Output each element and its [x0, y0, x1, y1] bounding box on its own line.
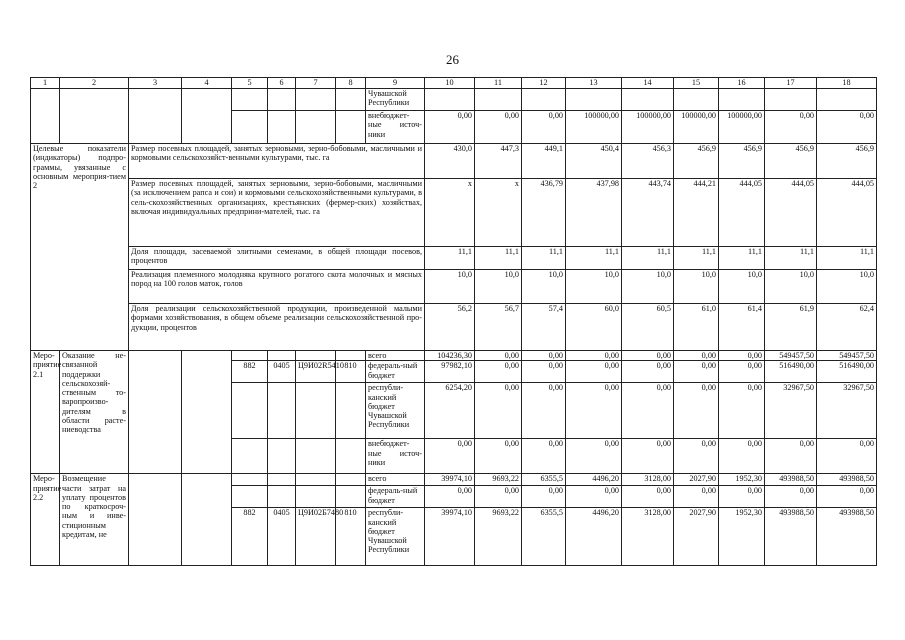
value-cell: 450,4 — [566, 144, 622, 179]
value-cell: 10,0 — [817, 270, 877, 304]
value-cell: 0,00 — [817, 111, 877, 144]
value-cell: 516490,00 — [817, 361, 877, 383]
value-cell: х — [425, 179, 475, 247]
value-cell: 0,00 — [522, 439, 566, 474]
value-cell: 62,4 — [817, 304, 877, 351]
value-cell: 0,00 — [622, 439, 674, 474]
indicator-text: Размер посевных площадей, занятых зерновыми, зерно-бобовыми, масличными и кормовыми сельскохозяйст-венными культурами, тыс. га — [129, 144, 425, 179]
header-cell: 3 — [129, 78, 182, 89]
indicator-text: Размер посевных площадей, занятых зерновыми, зерно-бобовыми, масличными (за исключением рапса и сои) и кормовыми сельскохозяйственными культурами, в сель-скохозяйственных организациях, крестьянских (фермер-ских) хозяйствах, включая индивидуальных предприни-мателей, тыс. га — [129, 179, 425, 247]
empty-cell — [268, 351, 296, 361]
value-cell: 0,00 — [475, 486, 522, 508]
value-cell: 100000,00 — [566, 111, 622, 144]
value-cell: 11,1 — [674, 247, 719, 270]
value-cell: 11,1 — [566, 247, 622, 270]
measure-row — [31, 474, 877, 486]
empty-cell — [622, 89, 674, 111]
value-cell: 0,00 — [522, 383, 566, 439]
value-cell: 32967,50 — [817, 383, 877, 439]
header-cell: 14 — [622, 78, 674, 89]
indicator-row — [31, 247, 877, 270]
value-cell: 1952,30 — [719, 508, 765, 566]
empty-cell — [674, 89, 719, 111]
header-cell: 17 — [765, 78, 817, 89]
indicator-row — [31, 270, 877, 304]
value-cell: 4496,20 — [566, 508, 622, 566]
empty-cell — [232, 474, 268, 486]
value-cell: 0,00 — [622, 361, 674, 383]
header-cell: 2 — [60, 78, 129, 89]
measure-label: Меро-приятие 2.2 — [31, 474, 60, 566]
empty-cell — [296, 89, 336, 111]
value-cell: 39974,10 — [425, 474, 475, 486]
header-cell: 16 — [719, 78, 765, 89]
value-cell: 0,00 — [522, 351, 566, 361]
measure-name: Возмещение части затрат на уплату процентов по краткосроч-ным и инве-стиционным кредитам, не — [60, 474, 129, 566]
value-cell: 11,1 — [522, 247, 566, 270]
value-cell: 0,00 — [425, 111, 475, 144]
empty-cell — [268, 383, 296, 439]
value-cell: 10,0 — [522, 270, 566, 304]
empty-cell — [296, 383, 336, 439]
value-cell: 10,0 — [622, 270, 674, 304]
value-cell: 444,05 — [817, 179, 877, 247]
indicator-row — [31, 179, 877, 247]
header-cell: 1 — [31, 78, 60, 89]
value-cell: 0,00 — [719, 486, 765, 508]
empty-cell — [296, 439, 336, 474]
empty-cell — [31, 89, 60, 144]
value-cell: 493988,50 — [817, 508, 877, 566]
header-cell: 12 — [522, 78, 566, 89]
indicator-text: Реализация племенного молодняка крупного рогатого скота молочных и мясных пород на 100 голов маток, голов — [129, 270, 425, 304]
header-cell: 11 — [475, 78, 522, 89]
value-cell: 6355,5 — [522, 474, 566, 486]
empty-cell — [336, 351, 366, 361]
page-number: 26 — [446, 52, 459, 67]
value-cell: 447,3 — [475, 144, 522, 179]
value-cell: 2027,90 — [674, 474, 719, 486]
indicator-row — [31, 304, 877, 351]
empty-cell — [268, 111, 296, 144]
empty-cell — [336, 474, 366, 486]
value-cell: 10,0 — [719, 270, 765, 304]
header-row — [31, 78, 877, 89]
header-cell: 8 — [336, 78, 366, 89]
value-cell: 10,0 — [566, 270, 622, 304]
value-cell: 493988,50 — [765, 474, 817, 486]
value-cell: 549457,50 — [765, 351, 817, 361]
value-cell: 0,00 — [425, 439, 475, 474]
value-cell: 437,98 — [566, 179, 622, 247]
value-cell: 0,00 — [522, 361, 566, 383]
value-cell: 4496,20 — [566, 474, 622, 486]
value-cell: 0,00 — [475, 351, 522, 361]
code-csr: Ц9И02R5410 — [296, 361, 336, 383]
value-cell: 0,00 — [475, 383, 522, 439]
indicator-text: Доля площади, засеваемой элитными семенами, в общей площади посевов, процентов — [129, 247, 425, 270]
empty-cell — [336, 111, 366, 144]
empty-cell — [296, 474, 336, 486]
source-cell: внебюджет-ные источ-ники — [366, 111, 425, 144]
value-cell: 0,00 — [719, 351, 765, 361]
value-cell: 104236,30 — [425, 351, 475, 361]
header-cell: 15 — [674, 78, 719, 89]
program-table — [30, 77, 877, 566]
value-cell: 0,00 — [622, 383, 674, 439]
empty-cell — [336, 383, 366, 439]
empty-cell — [268, 486, 296, 508]
value-cell: 56,2 — [425, 304, 475, 351]
value-cell: 10,0 — [425, 270, 475, 304]
value-cell: 0,00 — [674, 351, 719, 361]
header-cell: 4 — [182, 78, 232, 89]
empty-cell — [268, 89, 296, 111]
empty-cell — [296, 486, 336, 508]
value-cell: 0,00 — [566, 351, 622, 361]
source-cell: внебюджет-ные источ-ники — [366, 439, 425, 474]
value-cell: 444,21 — [674, 179, 719, 247]
empty-cell — [296, 351, 336, 361]
value-cell: 11,1 — [719, 247, 765, 270]
empty-cell — [522, 89, 566, 111]
value-cell: 100000,00 — [674, 111, 719, 144]
value-cell: 0,00 — [765, 111, 817, 144]
value-cell: 493988,50 — [765, 508, 817, 566]
value-cell: 32967,50 — [765, 383, 817, 439]
indicator-text: Доля реализации сельскохозяйственной продукции, произведенной малыми формами хозяйствования, в общем объеме реализации сельскохозяйственной про-дукции, процентов — [129, 304, 425, 351]
value-cell: 0,00 — [622, 486, 674, 508]
value-cell: 11,1 — [622, 247, 674, 270]
empty-cell — [336, 89, 366, 111]
code-rz: 0405 — [268, 508, 296, 566]
empty-cell — [129, 474, 182, 566]
continuation-row — [31, 89, 877, 111]
source-cell: федераль-ный бюджет — [366, 486, 425, 508]
value-cell: 0,00 — [522, 111, 566, 144]
value-cell: 456,9 — [765, 144, 817, 179]
empty-cell — [296, 111, 336, 144]
header-cell: 10 — [425, 78, 475, 89]
source-cell: Чувашской Республики — [366, 89, 425, 111]
header-cell: 5 — [232, 78, 268, 89]
code-grbs: 882 — [232, 508, 268, 566]
code-rz: 0405 — [268, 361, 296, 383]
header-cell: 6 — [268, 78, 296, 89]
indicators-label: Целевые показатели (индикаторы) подпро-граммы, увязанные с основным мероприя-тием 2 — [31, 144, 129, 351]
header-cell: 7 — [296, 78, 336, 89]
value-cell: 61,4 — [719, 304, 765, 351]
empty-cell — [719, 89, 765, 111]
value-cell: 1952,30 — [719, 474, 765, 486]
empty-cell — [566, 89, 622, 111]
source-cell: республи-канский бюджет Чувашской Республики — [366, 383, 425, 439]
value-cell: 430,0 — [425, 144, 475, 179]
value-cell: 444,05 — [765, 179, 817, 247]
value-cell: 0,00 — [674, 383, 719, 439]
value-cell: 61,0 — [674, 304, 719, 351]
empty-cell — [232, 383, 268, 439]
value-cell: 3128,00 — [622, 474, 674, 486]
value-cell: 2027,90 — [674, 508, 719, 566]
value-cell: 11,1 — [425, 247, 475, 270]
measure-label: Меро-приятие 2.1 — [31, 351, 60, 474]
code-grbs: 882 — [232, 361, 268, 383]
empty-cell — [232, 439, 268, 474]
value-cell: 10,0 — [674, 270, 719, 304]
empty-cell — [817, 89, 877, 111]
value-cell: 97982,10 — [425, 361, 475, 383]
value-cell: 0,00 — [622, 351, 674, 361]
value-cell: 6254,20 — [425, 383, 475, 439]
empty-cell — [60, 89, 129, 144]
value-cell: 456,9 — [674, 144, 719, 179]
empty-cell — [129, 89, 182, 144]
value-cell: 11,1 — [765, 247, 817, 270]
value-cell: 444,05 — [719, 179, 765, 247]
code-vr: 810 — [336, 508, 366, 566]
source-cell: всего — [366, 351, 425, 361]
value-cell: 0,00 — [719, 439, 765, 474]
value-cell: 0,00 — [425, 486, 475, 508]
value-cell: х — [475, 179, 522, 247]
empty-cell — [232, 351, 268, 361]
value-cell: 0,00 — [475, 361, 522, 383]
value-cell: 443,74 — [622, 179, 674, 247]
value-cell: 0,00 — [674, 361, 719, 383]
value-cell: 0,00 — [719, 361, 765, 383]
header-cell: 13 — [566, 78, 622, 89]
source-cell: федераль-ный бюджет — [366, 361, 425, 383]
value-cell: 56,7 — [475, 304, 522, 351]
value-cell: 57,4 — [522, 304, 566, 351]
value-cell: 449,1 — [522, 144, 566, 179]
value-cell: 493988,50 — [817, 474, 877, 486]
value-cell: 456,9 — [719, 144, 765, 179]
value-cell: 11,1 — [817, 247, 877, 270]
table-body — [31, 78, 877, 566]
value-cell: 0,00 — [475, 111, 522, 144]
empty-cell — [232, 89, 268, 111]
value-cell: 516490,00 — [765, 361, 817, 383]
value-cell: 0,00 — [475, 439, 522, 474]
value-cell: 0,00 — [817, 486, 877, 508]
value-cell: 0,00 — [765, 439, 817, 474]
empty-cell — [232, 486, 268, 508]
value-cell: 0,00 — [566, 383, 622, 439]
value-cell: 0,00 — [566, 486, 622, 508]
value-cell: 0,00 — [765, 486, 817, 508]
value-cell: 549457,50 — [817, 351, 877, 361]
value-cell: 0,00 — [566, 439, 622, 474]
value-cell: 456,3 — [622, 144, 674, 179]
value-cell: 100000,00 — [719, 111, 765, 144]
value-cell: 100000,00 — [622, 111, 674, 144]
value-cell: 0,00 — [674, 486, 719, 508]
value-cell: 0,00 — [719, 383, 765, 439]
value-cell: 9693,22 — [475, 508, 522, 566]
value-cell: 61,9 — [765, 304, 817, 351]
source-cell: всего — [366, 474, 425, 486]
empty-cell — [475, 89, 522, 111]
value-cell: 0,00 — [566, 361, 622, 383]
value-cell: 436,79 — [522, 179, 566, 247]
value-cell: 10,0 — [765, 270, 817, 304]
value-cell: 0,00 — [817, 439, 877, 474]
value-cell: 60,5 — [622, 304, 674, 351]
empty-cell — [336, 439, 366, 474]
value-cell: 60,0 — [566, 304, 622, 351]
empty-cell — [425, 89, 475, 111]
value-cell: 10,0 — [475, 270, 522, 304]
code-vr: 810 — [336, 361, 366, 383]
value-cell: 456,9 — [817, 144, 877, 179]
value-cell: 3128,00 — [622, 508, 674, 566]
code-csr: Ц9И02Б7480 — [296, 508, 336, 566]
value-cell: 0,00 — [674, 439, 719, 474]
value-cell: 0,00 — [522, 486, 566, 508]
empty-cell — [182, 351, 232, 474]
empty-cell — [182, 89, 232, 144]
value-cell: 11,1 — [475, 247, 522, 270]
empty-cell — [336, 486, 366, 508]
empty-cell — [129, 351, 182, 474]
header-cell: 18 — [817, 78, 877, 89]
measure-name: Оказание не-связанной поддержки сельскохозяй-ственным то-варопроизво-дителям в области расте-ниеводства — [60, 351, 129, 474]
measure-row — [31, 351, 877, 361]
source-cell: республи-канский бюджет Чувашской Республики — [366, 508, 425, 566]
empty-cell — [268, 474, 296, 486]
value-cell: 6355,5 — [522, 508, 566, 566]
empty-cell — [232, 111, 268, 144]
indicator-row — [31, 144, 877, 179]
header-cell: 9 — [366, 78, 425, 89]
value-cell: 9693,22 — [475, 474, 522, 486]
empty-cell — [765, 89, 817, 111]
empty-cell — [268, 439, 296, 474]
empty-cell — [182, 474, 232, 566]
value-cell: 39974,10 — [425, 508, 475, 566]
